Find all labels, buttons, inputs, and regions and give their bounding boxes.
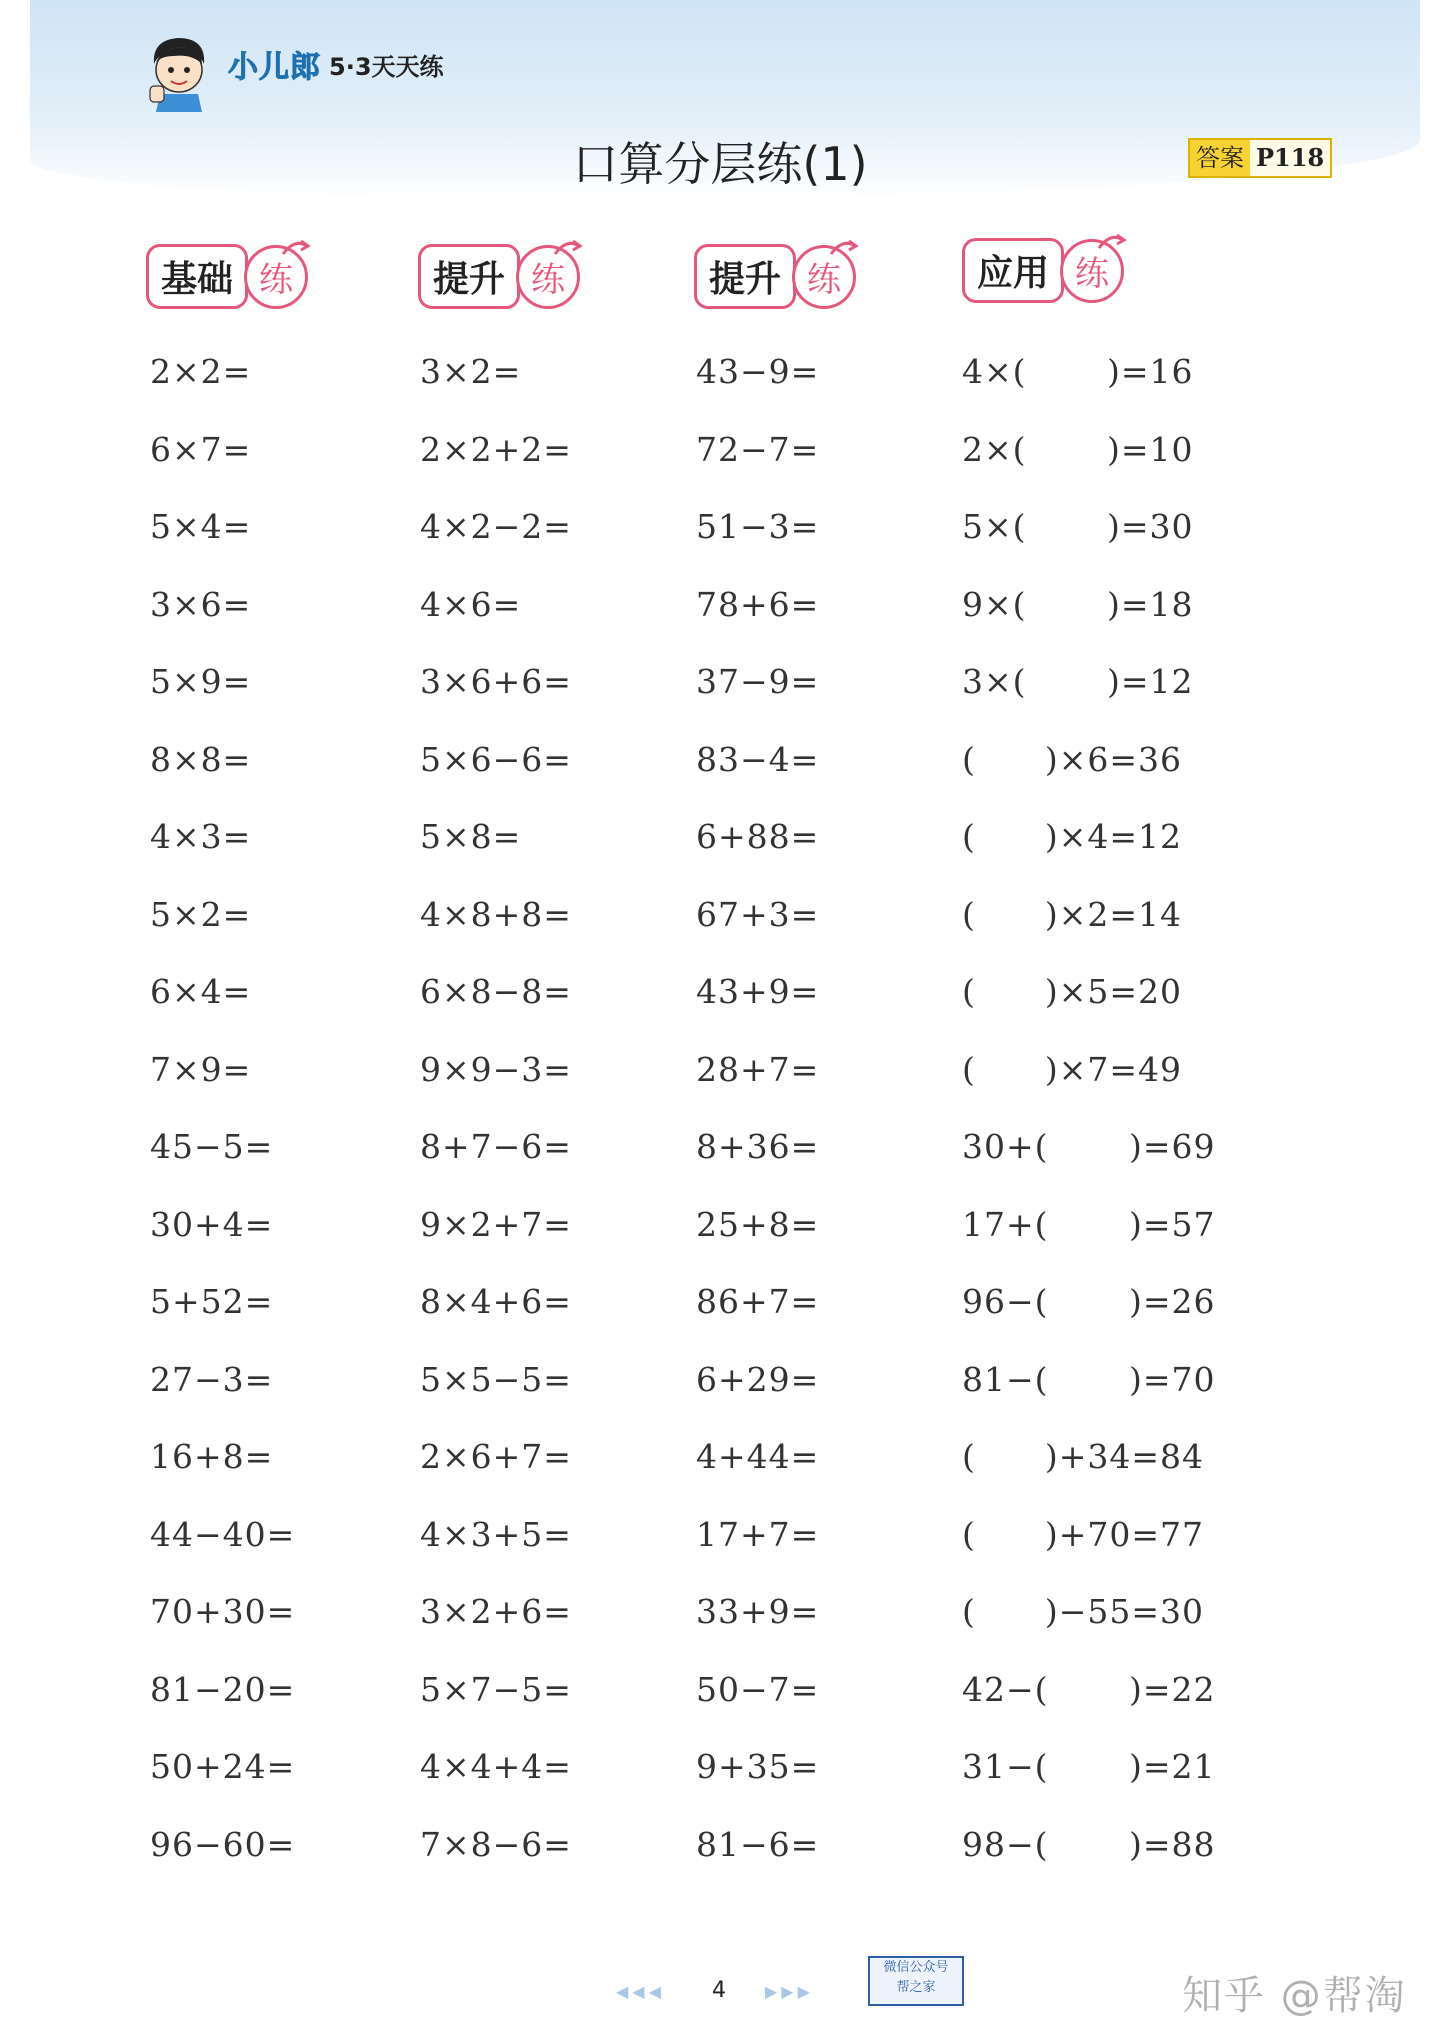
problem-item: 4×3= [150,817,252,856]
problem-item: 4×4+4= [420,1747,572,1786]
problem-item: 86+7= [696,1282,820,1321]
column-label: 基础 [146,244,248,309]
arrow-icon [553,238,583,258]
problem-item: 43+9= [696,972,820,1011]
brand-series: 5·3天天练 [329,52,444,81]
problem-item: ( )×4=12 [962,817,1182,856]
problem-item: 5×4= [150,507,252,546]
problem-item: 51−3= [696,507,820,546]
column-header-basic [146,244,308,309]
problem-item: ( )×5=20 [962,972,1182,1011]
problem-item: 4×2−2= [420,507,572,546]
problem-item: 5×( )=30 [962,507,1194,546]
brand-name: 小儿郎 [228,50,321,85]
problem-item: 6×4= [150,972,252,1011]
problem-item: 3×6+6= [420,662,572,701]
page-nav-left-icon: ◀◀◀ [616,1982,665,2001]
problem-item: 5×5−5= [420,1359,572,1399]
answer-page: P118 [1250,140,1330,176]
problem-item: 2×( )=10 [962,429,1194,469]
problem-item: 8+36= [696,1127,820,1166]
problem-item: 9+35= [696,1747,820,1786]
problem-item: 5×9= [150,662,252,701]
problem-item: ( )×7=49 [962,1049,1182,1089]
problem-item: 8×4+6= [420,1282,572,1321]
column-header-advance-1 [418,244,580,309]
problem-item: 78+6= [696,584,820,624]
problem-item: 67+3= [696,894,820,934]
stamp-line-1: 微信公众号 [883,1960,949,1975]
page-nav-right-icon: ▶▶▶ [765,1982,814,2001]
problem-item: 17+7= [696,1514,820,1554]
problem-item: 45−5= [150,1127,274,1166]
problem-item: 4×3+5= [420,1514,572,1554]
practice-badge: 练 [244,245,308,309]
problem-item: 25+8= [696,1204,820,1244]
wechat-stamp [868,1956,964,2006]
problem-item: 17+( )=57 [962,1204,1216,1244]
problem-item: 6×7= [150,429,252,469]
problem-item: 98−( )=88 [962,1824,1216,1864]
problem-item: 9×( )=18 [962,584,1194,624]
problem-item: 5×7−5= [420,1669,572,1709]
problem-item: 2×6+7= [420,1437,572,1476]
problem-item: 2×2= [150,352,252,391]
problem-item: 4×( )=16 [962,352,1194,391]
problem-item: 3×6= [150,584,252,624]
column-label: 提升 [418,244,520,309]
problem-item: 3×( )=12 [962,662,1194,701]
problem-item: 33+9= [696,1592,820,1631]
problem-item: 81−( )=70 [962,1359,1216,1399]
problem-item: 8×8= [150,739,252,779]
mascot-boy-thumbs-up-icon [144,34,214,112]
problem-item: ( )−55=30 [962,1592,1204,1631]
problem-item: 27−3= [150,1359,274,1399]
problem-item: 31−( )=21 [962,1747,1216,1786]
problem-item: 30+4= [150,1204,274,1244]
answer-reference [1188,138,1332,178]
answer-label: 答案 [1190,140,1250,176]
arrow-icon [281,238,311,258]
problem-item: ( )+34=84 [962,1437,1204,1476]
problem-item: 4×8+8= [420,894,572,934]
column-header-advance-2 [694,244,856,309]
problem-item: 30+( )=69 [962,1127,1216,1166]
problem-item: ( )×6=36 [962,739,1182,779]
problem-item: 7×9= [150,1049,252,1089]
problem-item: 83−4= [696,739,820,779]
page-title: 口算分层练(1) [572,137,868,191]
problem-item: 9×2+7= [420,1204,572,1244]
problem-item: 96−60= [150,1824,296,1864]
column-label: 提升 [694,244,796,309]
page-number: 4 [712,1978,726,2003]
problem-item: 28+7= [696,1049,820,1089]
problem-item: 4×6= [420,584,522,624]
column-header-application [962,238,1124,303]
practice-badge: 练 [1060,239,1124,303]
problem-item: 8+7−6= [420,1127,572,1166]
problem-item: 43−9= [696,352,820,391]
problem-item: 16+8= [150,1437,274,1476]
problem-item: 4+44= [696,1437,820,1476]
problem-item: 6×8−8= [420,972,572,1011]
problem-item: 5×2= [150,894,252,934]
problem-item: 72−7= [696,429,820,469]
problem-item: 2×2+2= [420,429,572,469]
problem-item: ( )×2=14 [962,894,1182,934]
problem-item: 70+30= [150,1592,296,1631]
practice-badge: 练 [516,245,580,309]
problem-item: 50+24= [150,1747,296,1786]
problem-item: 5×6−6= [420,739,572,779]
column-label: 应用 [962,238,1064,303]
problem-item: 37−9= [696,662,820,701]
problem-item: 3×2= [420,352,522,391]
problem-item: 6+88= [696,817,820,856]
problem-item: 6+29= [696,1359,820,1399]
problem-item: 7×8−6= [420,1824,572,1864]
problem-item: 96−( )=26 [962,1282,1216,1321]
problem-item: 42−( )=22 [962,1669,1216,1709]
problem-item: 44−40= [150,1514,296,1554]
practice-badge: 练 [792,245,856,309]
problem-item: 3×2+6= [420,1592,572,1631]
problem-item: ( )+70=77 [962,1514,1204,1554]
problem-item: 9×9−3= [420,1049,572,1089]
arrow-icon [829,238,859,258]
problem-item: 81−20= [150,1669,296,1709]
problem-item: 81−6= [696,1824,820,1864]
brand-logo [228,42,444,86]
problem-item: 50−7= [696,1669,820,1709]
problem-item: 5+52= [150,1282,274,1321]
watermark: 知乎 @帮淘 [1182,1973,1407,2019]
stamp-line-2: 帮之家 [896,1980,936,1995]
problem-item: 5×8= [420,817,522,856]
arrow-icon [1097,232,1127,252]
